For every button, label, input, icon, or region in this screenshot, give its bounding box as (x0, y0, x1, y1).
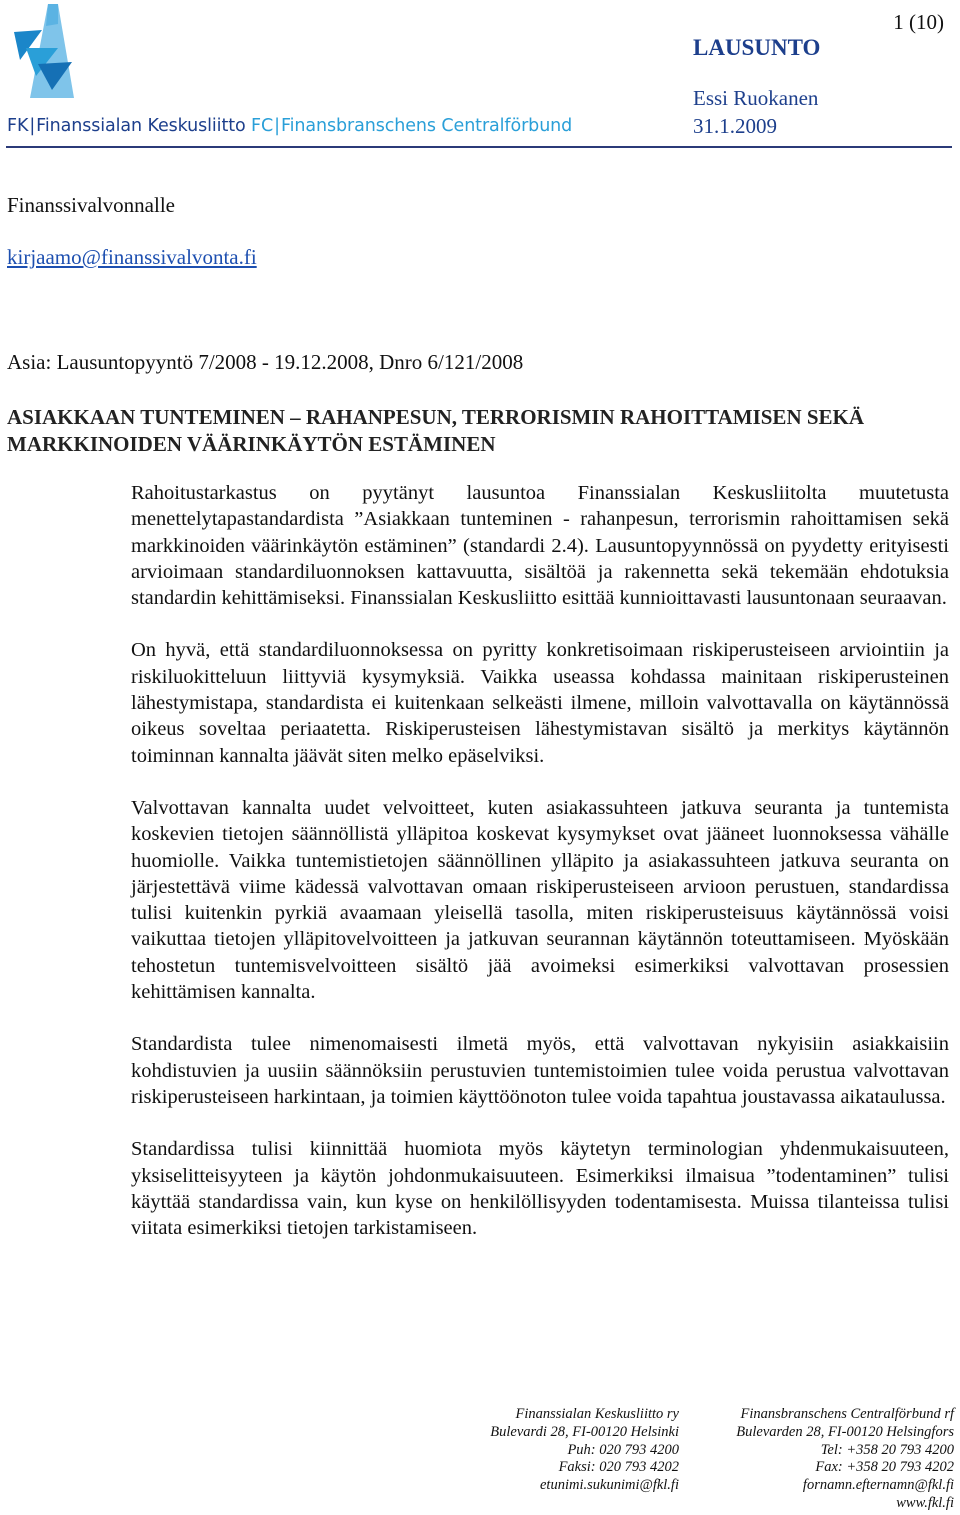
footer-org-fi: Finanssialan Keskusliitto ry (515, 1406, 679, 1422)
organization-name-line: FK|Finanssialan Keskusliitto FC|Finansbranschens Centralförbund (7, 116, 573, 136)
footer-fax-fi: Faksi: 020 793 4202 (558, 1459, 679, 1476)
org-name-sv: Finansbranschens Centralförbund (280, 116, 573, 136)
paragraph: Standardissa tulisi kiinnittää huomiota myös käytetyn terminologian yhdenmukaisuuteen, yksiselitteisyyteen ja käytön johdonmukaisuuteen. Esimerkiksi ilmaisua ”todentaminen” tulisi käyttää standardissa vain, kun kyse on henkilöllisyyden todentamisesta. Muissa tilanteissa tulisi viitata esimerkiksi tietojen tarkistamiseen. (131, 1138, 949, 1240)
footer-email-sv: fornamn.efternamn@fkl.fi (802, 1477, 954, 1494)
footer-contact-fi (490, 1406, 679, 1495)
footer-phone-sv: Tel: +358 20 793 4200 (820, 1441, 954, 1458)
paragraph: Rahoitustarkastus on pyytänyt lausuntoa Finanssialan Keskusliitolta muutetusta menettelytapastandardista ”Asiakkaan tunteminen - rahanpesun, terrorismin rahoittamisen sekä markkinoiden väärinkäytön estäminen” (standardi 2.4). Lausuntopyynnössä on pyydetty erityisesti arvioimaan standardiluonnoksen kattavuutta, sisältöä ja rakennetta sekä tekemään ehdotuksia standardin kehittämiseksi. Finanssialan Keskusliitto esittää kunnioittavasti lausuntonaan seuraavan. (131, 482, 949, 610)
org-name-fi: Finanssialan Keskusliitto (36, 116, 246, 136)
subject-line: Asia: Lausuntopyyntö 7/2008 - 19.12.2008, Dnro 6/121/2008 (7, 350, 524, 374)
document-date: 31.1.2009 (693, 114, 777, 138)
recipient-name: Finanssivalvonnalle (7, 193, 175, 217)
paragraph: Standardista tulee nimenomaisesti ilmetä myös, että valvottavan nykyisiin asiakkaisiin kohdistuvien ja uusiin säännöksiin perustuvien tuntemistoimien tulee voida perustua valvottavan riskiperusteiseen harkintaan, ja toimien käyttöönoton tulee voida tapahtua joustavassa aikataulussa. (131, 1033, 949, 1108)
letter-body (131, 480, 949, 1267)
footer-org-sv: Finansbranschens Centralförbund rf (740, 1406, 954, 1422)
footer-address-sv: Bulevarden 28, FI-00120 Helsingfors (736, 1423, 954, 1440)
paragraph: Valvottavan kannalta uudet velvoitteet, kuten asiakassuhteen jatkuva seuranta ja tuntemista koskevien tietojen säännöllistä ylläpitoa koskevat kysymykset ovat jääneet luonnoksessa vähälle huomiolle. Vaikka tuntemistietojen säännöllinen ylläpito ja asiakassuhteen jatkuva seuranta on järjestettävä viime kädessä valvottavan omaan riskiperusteiseen arvioon perustuen, standardissa tulisi kuitenkin pyrkiä avaamaan yleisellä tasolla, miten riskiperusteisuus käytännössä voisi vaikuttaa tietojen ylläpitovelvoitteen ja jatkuvan seurannan käytännön toteuttamiseen. Myöskään tehostetun tuntemisvelvoitteen sisältö jää avoimeksi esimerkiksi valvottavan prosessien kehittämisen kannalta. (131, 796, 949, 1004)
org-short-sv: FC (251, 116, 274, 136)
footer-contact-sv (736, 1406, 954, 1513)
recipient-email-link[interactable]: kirjaamo@finanssivalvonta.fi (7, 245, 257, 269)
organization-logo-icon (8, 4, 88, 104)
author-name: Essi Ruokanen (693, 86, 819, 110)
document-type: LAUSUNTO (693, 35, 821, 60)
page-number: 1 (10) (893, 10, 944, 34)
footer-address-fi: Bulevardi 28, FI-00120 Helsinki (490, 1423, 679, 1440)
header-divider (6, 146, 952, 148)
document-title: ASIAKKAAN TUNTEMINEN – RAHANPESUN, TERRORISMIN RAHOITTAMISEN SEKÄ MARKKINOIDEN VÄÄRINKÄYTÖN ESTÄMINEN (7, 405, 865, 456)
footer-web-sv: www.fkl.fi (896, 1494, 954, 1511)
org-short-fi: FK (7, 116, 29, 136)
paragraph: On hyvä, että standardiluonnoksessa on pyritty konkretisoimaan riskiperusteiseen arviointiin ja riskiluokitteluun liittyviä kysymyksiä. Vaikka useassa kohdassa mainitaan riskiperusteinen lähestymistapa, standardista ei kuitenkaan selkeästi ilmene, milloin valvottavalla on käytännössä oikeus soveltaa periaatetta. Riskiperusteisen lähestymistavan sisältö ja merkitys käytännön toiminnan kannalta jäävät siten melko epäselviksi. (131, 639, 949, 767)
footer-phone-fi: Puh: 020 793 4200 (567, 1441, 679, 1458)
footer-email-fi: etunimi.sukunimi@fkl.fi (540, 1477, 679, 1494)
footer-fax-sv: Fax: +358 20 793 4202 (815, 1459, 954, 1476)
